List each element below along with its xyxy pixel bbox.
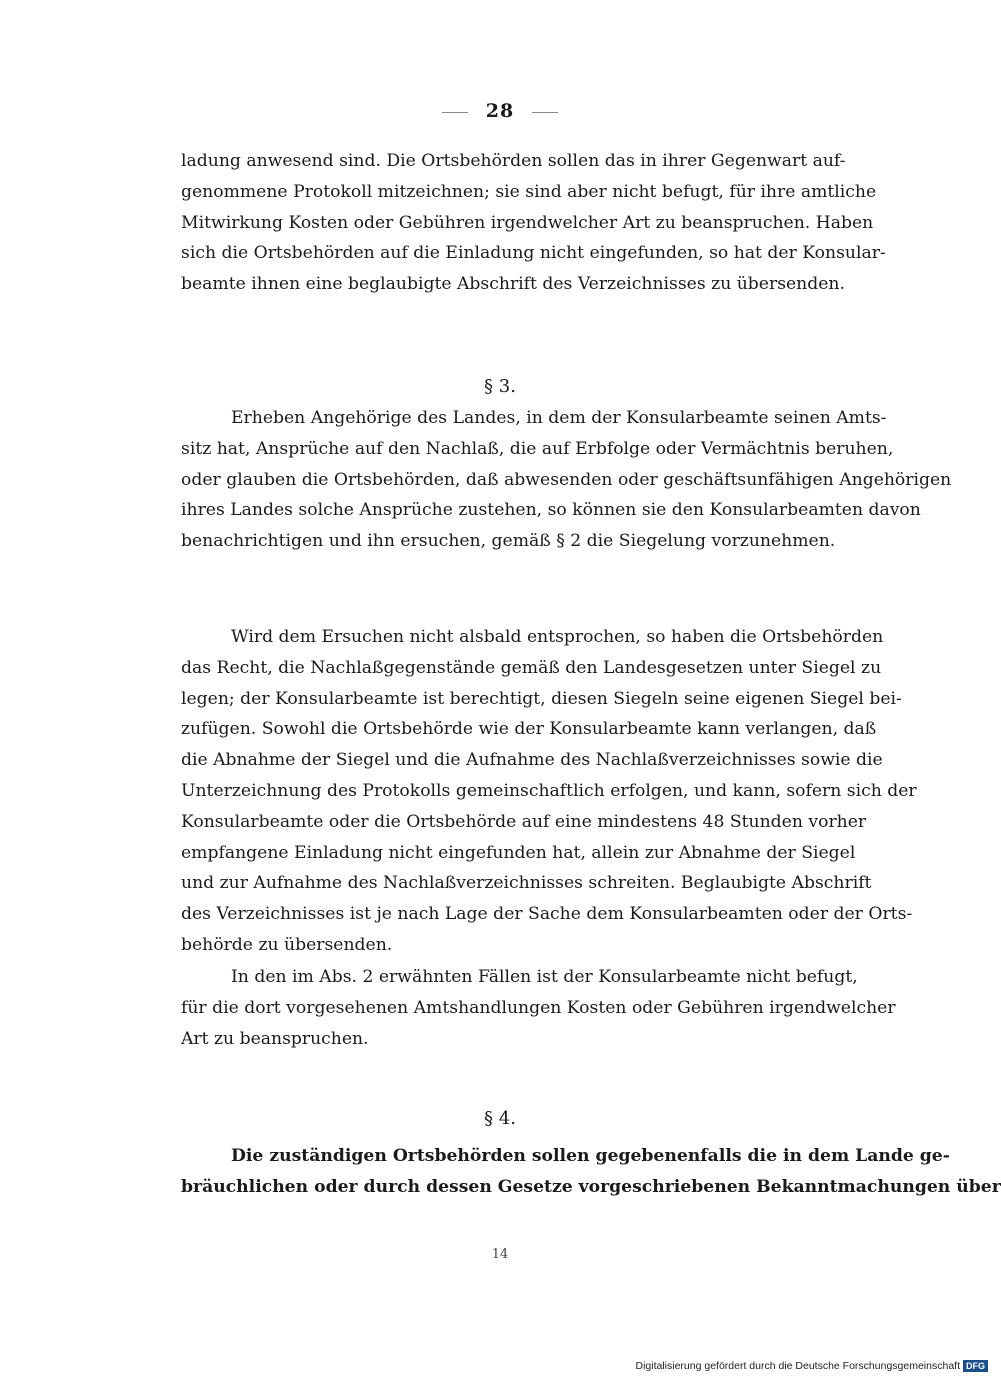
text-line: In den im Abs. 2 erwähnten Fällen ist der Konsularbeamte nicht befugt,	[231, 967, 858, 987]
text-line: die Abnahme der Siegel und die Aufnahme des Nachlaßverzeichnisses sowie die	[181, 750, 883, 771]
text-line: oder glauben die Ortsbehörden, daß abwesenden oder geschäftsunfähigen Angehörigen	[181, 469, 952, 490]
text-line: sitz hat, Ansprüche auf den Nachlaß, die auf Erbfolge oder Vermächtnis beruhen,	[181, 438, 894, 459]
section-3-paragraph-1	[181, 403, 952, 557]
footer-text: Digitalisierung gefördert durch die Deutsche Forschungsgemeinschaft	[635, 1360, 960, 1372]
header-rule-left	[442, 112, 468, 113]
section-3-heading: § 3.	[484, 376, 516, 397]
footer	[635, 1360, 988, 1372]
text-line: Erheben Angehörige des Landes, in dem der Konsularbeamte seinen Amts-	[231, 408, 887, 428]
page-number	[0, 100, 1000, 122]
text-line: ihres Landes solche Ansprüche zustehen, so können sie den Konsularbeamten davon	[181, 500, 921, 521]
paragraph-continuation	[181, 146, 886, 300]
text-line: zufügen. Sowohl die Ortsbehörde wie der Konsularbeamte kann verlangen, daß	[181, 719, 877, 740]
text-line: des Verzeichnisses ist je nach Lage der Sache dem Konsularbeamten oder der Orts-	[181, 904, 913, 925]
header-rule-right	[532, 112, 558, 113]
section-3-paragraph-2	[181, 622, 917, 961]
text-line: sich die Ortsbehörden auf die Einladung nicht eingefunden, so hat der Konsular-	[181, 243, 886, 264]
text-line: Unterzeichnung des Protokolls gemeinschaftlich erfolgen, und kann, sofern sich der	[181, 780, 917, 801]
text-line: das Recht, die Nachlaßgegenstände gemäß den Landesgesetzen unter Siegel zu	[181, 657, 882, 678]
text-line: und zur Aufnahme des Nachlaßverzeichnisses schreiten. Beglaubigte Abschrift	[181, 873, 872, 894]
dfg-logo: DFG	[963, 1360, 988, 1372]
section-3-paragraph-3	[181, 962, 896, 1054]
signature-mark: 14	[491, 1247, 509, 1262]
section-4-heading: § 4.	[484, 1108, 516, 1129]
text-line: beamte ihnen eine beglaubigte Abschrift des Verzeichnisses zu übersenden.	[181, 274, 845, 295]
text-line: empfangene Einladung nicht eingefunden hat, allein zur Abnahme der Siegel	[181, 842, 856, 863]
text-line: ladung anwesend sind. Die Ortsbehörden sollen das in ihrer Gegenwart auf-	[181, 151, 846, 171]
text-line: legen; der Konsularbeamte ist berechtigt, diesen Siegeln seine eigenen Siegel bei-	[181, 688, 902, 709]
text-line: Konsularbeamte oder die Ortsbehörde auf eine mindestens 48 Stunden vorher	[181, 811, 867, 832]
text-line: Die zuständigen Ortsbehörden sollen gegebenenfalls die in dem Lande ge-	[231, 1146, 950, 1166]
text-line: benachrichtigen und ihn ersuchen, gemäß § 2 die Siegelung vorzunehmen.	[181, 531, 836, 552]
text-line: behörde zu übersenden.	[181, 934, 393, 955]
section-4-paragraph-1	[181, 1141, 1001, 1203]
text-line: Art zu beanspruchen.	[181, 1028, 369, 1049]
text-line: Mitwirkung Kosten oder Gebühren irgendwelcher Art zu beanspruchen. Haben	[181, 212, 874, 233]
text-line: bräuchlichen oder durch dessen Gesetze vorgeschriebenen Bekanntmachungen über	[181, 1176, 1001, 1197]
text-line: Wird dem Ersuchen nicht alsbald entsprochen, so haben die Ortsbehörden	[231, 627, 884, 647]
text-line: genommene Protokoll mitzeichnen; sie sind aber nicht befugt, für ihre amtliche	[181, 181, 877, 202]
text-line: für die dort vorgesehenen Amtshandlungen Kosten oder Gebühren irgendwelcher	[181, 997, 896, 1018]
page-number-text: 28	[485, 100, 515, 122]
